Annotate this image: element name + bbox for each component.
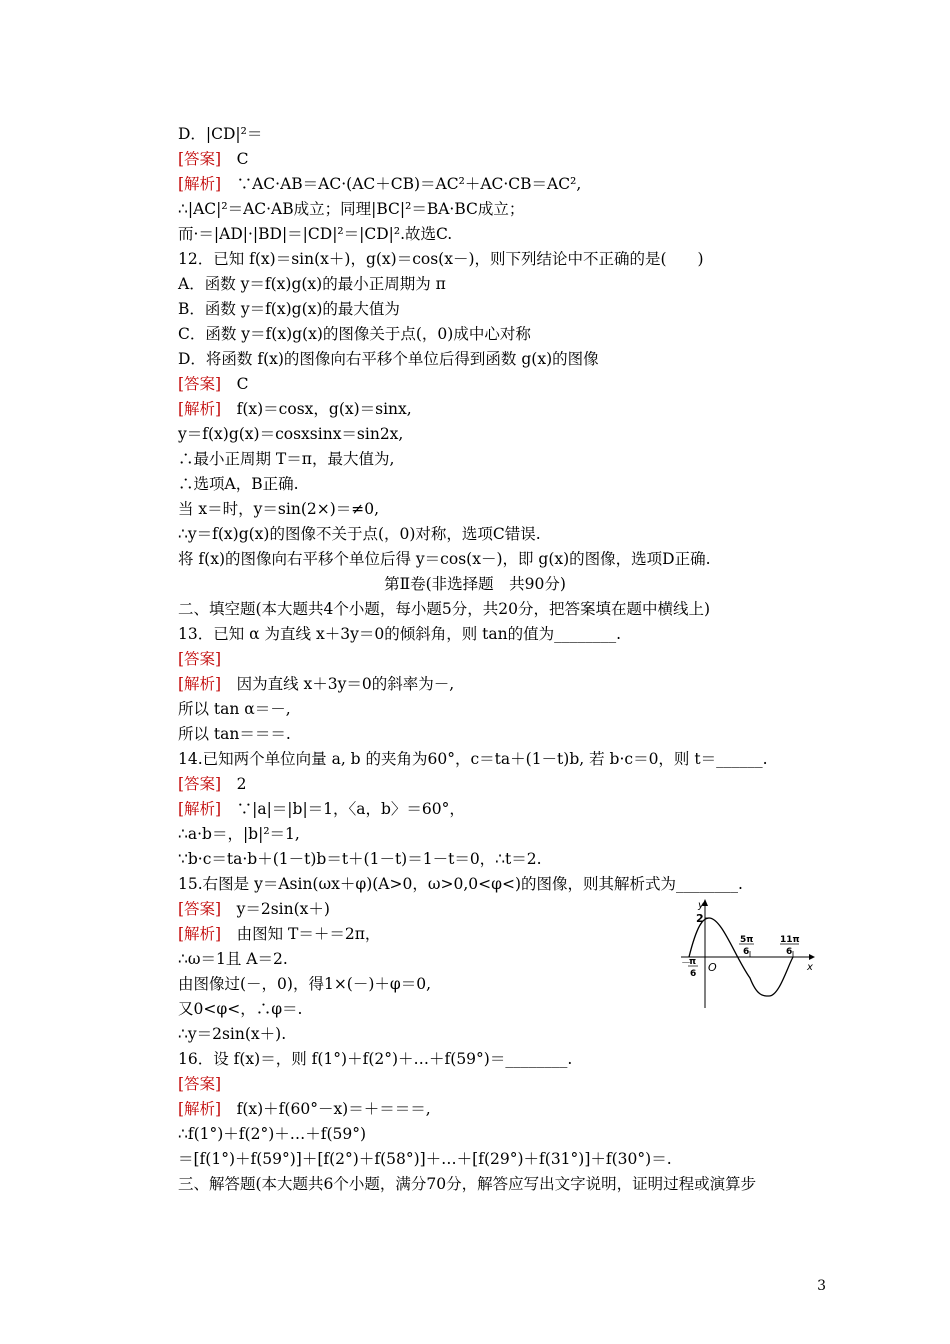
line-text: 15.右图是 y＝Asin(ωx＋φ)(A>0，ω>0,0<φ<)的图像，则其解析式为________. — [178, 875, 743, 893]
text-line — [178, 874, 743, 894]
line-text: ∴ω＝1且 A＝2. — [178, 950, 288, 968]
line-text: ∵b·c＝ta·b＋(1－t)b＝t＋(1－t)＝1－t＝0，∴t＝2. — [178, 850, 542, 868]
page-number: 3 — [817, 1278, 826, 1294]
text-line — [178, 524, 541, 544]
text-line — [178, 499, 379, 519]
line-text: B．函数 y＝f(x)g(x)的最大值为 — [178, 300, 400, 318]
text-line — [178, 799, 465, 819]
answer-tag: [解析] — [178, 1100, 222, 1118]
line-text: D．将函数 f(x)的图像向右平移个单位后得到函数 g(x)的图像 — [178, 350, 599, 368]
line-text: ∴|AC|²＝AC·AB成立；同理|BC|²＝BA·BC成立； — [178, 200, 525, 218]
line-text: 12．已知 f(x)＝sin(x＋)，g(x)＝cos(x－)，则下列结论中不正确的是( ) — [178, 250, 704, 268]
line-text: ∴f(1°)＋f(2°)＋…＋f(59°) — [178, 1125, 367, 1143]
text-line — [178, 949, 288, 969]
text-line — [178, 174, 581, 194]
text-line — [178, 124, 262, 144]
neg-tick-num: π — [689, 957, 697, 967]
line-text: f(x)＝cosx，g(x)＝sinx, — [221, 400, 412, 418]
text-line — [178, 549, 711, 569]
line-text: 所以 tan＝＝＝. — [178, 725, 291, 743]
line-text: ∴选项A，B正确. — [178, 475, 299, 493]
line-text: 2 — [221, 775, 247, 793]
text-line — [178, 1024, 286, 1044]
text-line — [178, 649, 221, 669]
text-line — [178, 699, 291, 719]
text-line — [178, 749, 768, 769]
line-text: 由图知 T＝＋＝2π， — [221, 925, 381, 943]
line-text: 13．已知 α 为直线 x＋3y＝0的倾斜角，则 tan的值为________. — [178, 625, 622, 643]
text-line — [178, 1174, 756, 1194]
text-line — [178, 1099, 431, 1119]
line-text: ∴y＝f(x)g(x)的图像不关于点(，0)对称，选项C错误. — [178, 525, 541, 543]
text-line — [178, 999, 302, 1019]
text-line — [178, 1124, 366, 1144]
line-text: ∵AC·AB＝AC·(AC＋CB)＝AC²＋AC·CB＝AC², — [221, 175, 582, 193]
line-text: 将 f(x)的图像向右平移个单位后得 y＝cos(x－)，即 g(x)的图像，选项D正确. — [178, 550, 711, 568]
text-line — [178, 274, 446, 294]
tick2-num: 11π — [780, 935, 800, 945]
line-text: D．|CD|²＝ — [178, 125, 263, 143]
x-axis-label: x — [807, 962, 813, 973]
answer-tag: [解析] — [178, 675, 222, 693]
text-line — [178, 924, 380, 944]
line-text: C — [221, 150, 249, 168]
y-axis-label: y — [698, 900, 704, 911]
line-text: ∵|a|＝|b|＝1，〈a，b〉＝60°， — [221, 800, 465, 818]
line-text: 三、解答题(本大题共6个小题，满分70分，解答应写出文字说明，证明过程或演算步 — [178, 1175, 757, 1193]
line-text: A．函数 y＝f(x)g(x)的最小正周期为 π — [178, 275, 446, 293]
text-line — [178, 249, 704, 269]
line-text: 因为直线 x＋3y＝0的斜率为－, — [221, 675, 455, 693]
tick2-den: 6 — [786, 947, 793, 957]
tick1-num: 5π — [740, 935, 754, 945]
line-text: ∴a·b＝，|b|²＝1, — [178, 825, 300, 843]
line-text: f(x)＋f(60°－x)＝＋＝＝＝, — [221, 1100, 431, 1118]
answer-tag: [答案] — [178, 1075, 222, 1093]
text-line — [178, 149, 248, 169]
text-line — [178, 449, 394, 469]
text-line — [178, 899, 330, 919]
text-line — [178, 1049, 572, 1069]
text-line — [178, 974, 431, 994]
text-line — [178, 624, 621, 644]
text-line — [178, 399, 412, 419]
line-text: 而·＝|AD|·|BD|＝|CD|²＝|CD|².故选C. — [178, 225, 453, 243]
text-line — [178, 824, 300, 844]
line-text: C．函数 y＝f(x)g(x)的图像关于点(，0)成中心对称 — [178, 325, 531, 343]
text-line — [178, 299, 400, 319]
text-line — [178, 674, 454, 694]
line-text: y＝f(x)g(x)＝cosxsinx＝sin2x, — [178, 425, 404, 443]
line-text: 二、填空题(本大题共4个小题，每小题5分，共20分，把答案填在题中横线上) — [178, 600, 711, 618]
text-line — [178, 599, 710, 619]
answer-tag: [答案] — [178, 150, 222, 168]
text-line — [178, 774, 246, 794]
answer-tag: [解析] — [178, 175, 222, 193]
text-line — [178, 374, 248, 394]
answer-tag: [答案] — [178, 650, 222, 668]
line-text: ∴最小正周期 T＝π，最大值为, — [178, 450, 395, 468]
line-text: 由图像过(－，0)，得1×(－)＋φ＝0, — [178, 975, 432, 993]
origin-label: O — [708, 961, 717, 974]
answer-tag: [解析] — [178, 400, 222, 418]
text-line — [178, 224, 452, 244]
text-line — [178, 474, 299, 494]
answer-tag: [解析] — [178, 800, 222, 818]
line-text: 当 x＝时，y＝sin(2×)＝≠0, — [178, 500, 380, 518]
text-line — [178, 199, 524, 219]
text-line — [178, 324, 531, 344]
answer-tag: [答案] — [178, 775, 222, 793]
text-line — [178, 1149, 672, 1169]
line-text: ＝[f(1°)＋f(59°)]＋[f(2°)＋f(58°)]＋…＋[f(29°)＋f(31°)]＋f(30°)＝. — [178, 1150, 672, 1168]
neg-minus: － — [681, 958, 691, 969]
line-text: ∴y＝2sin(x＋). — [178, 1025, 287, 1043]
text-line — [178, 1074, 221, 1094]
line-text: C — [221, 375, 249, 393]
y-tick-2: 2 — [696, 912, 704, 925]
answer-tag: [答案] — [178, 375, 222, 393]
answer-tag: [答案] — [178, 900, 222, 918]
line-text: 所以 tan α＝－, — [178, 700, 291, 718]
line-text: 又0<φ<，∴φ＝. — [178, 1000, 303, 1018]
line-text: y＝2sin(x＋) — [221, 900, 330, 918]
text-line — [178, 349, 599, 369]
text-line — [178, 724, 291, 744]
line-text: 16．设 f(x)＝，则 f(1°)＋f(2°)＋…＋f(59°)＝________. — [178, 1050, 573, 1068]
text-line — [178, 424, 403, 444]
neg-tick-den: 6 — [690, 969, 697, 979]
answer-tag: [解析] — [178, 925, 222, 943]
text-line — [178, 849, 542, 869]
line-text: 14.已知两个单位向量 a, b 的夹角为60°，c＝ta＋(1－t)b, 若 b·c＝0，则 t＝______. — [178, 750, 768, 768]
tick1-den: 6 — [743, 947, 750, 957]
sine-graph-figure — [677, 898, 815, 1010]
section-title: 第Ⅱ卷(非选择题 共90分) — [384, 575, 566, 593]
x-axis-arrow — [809, 954, 815, 960]
